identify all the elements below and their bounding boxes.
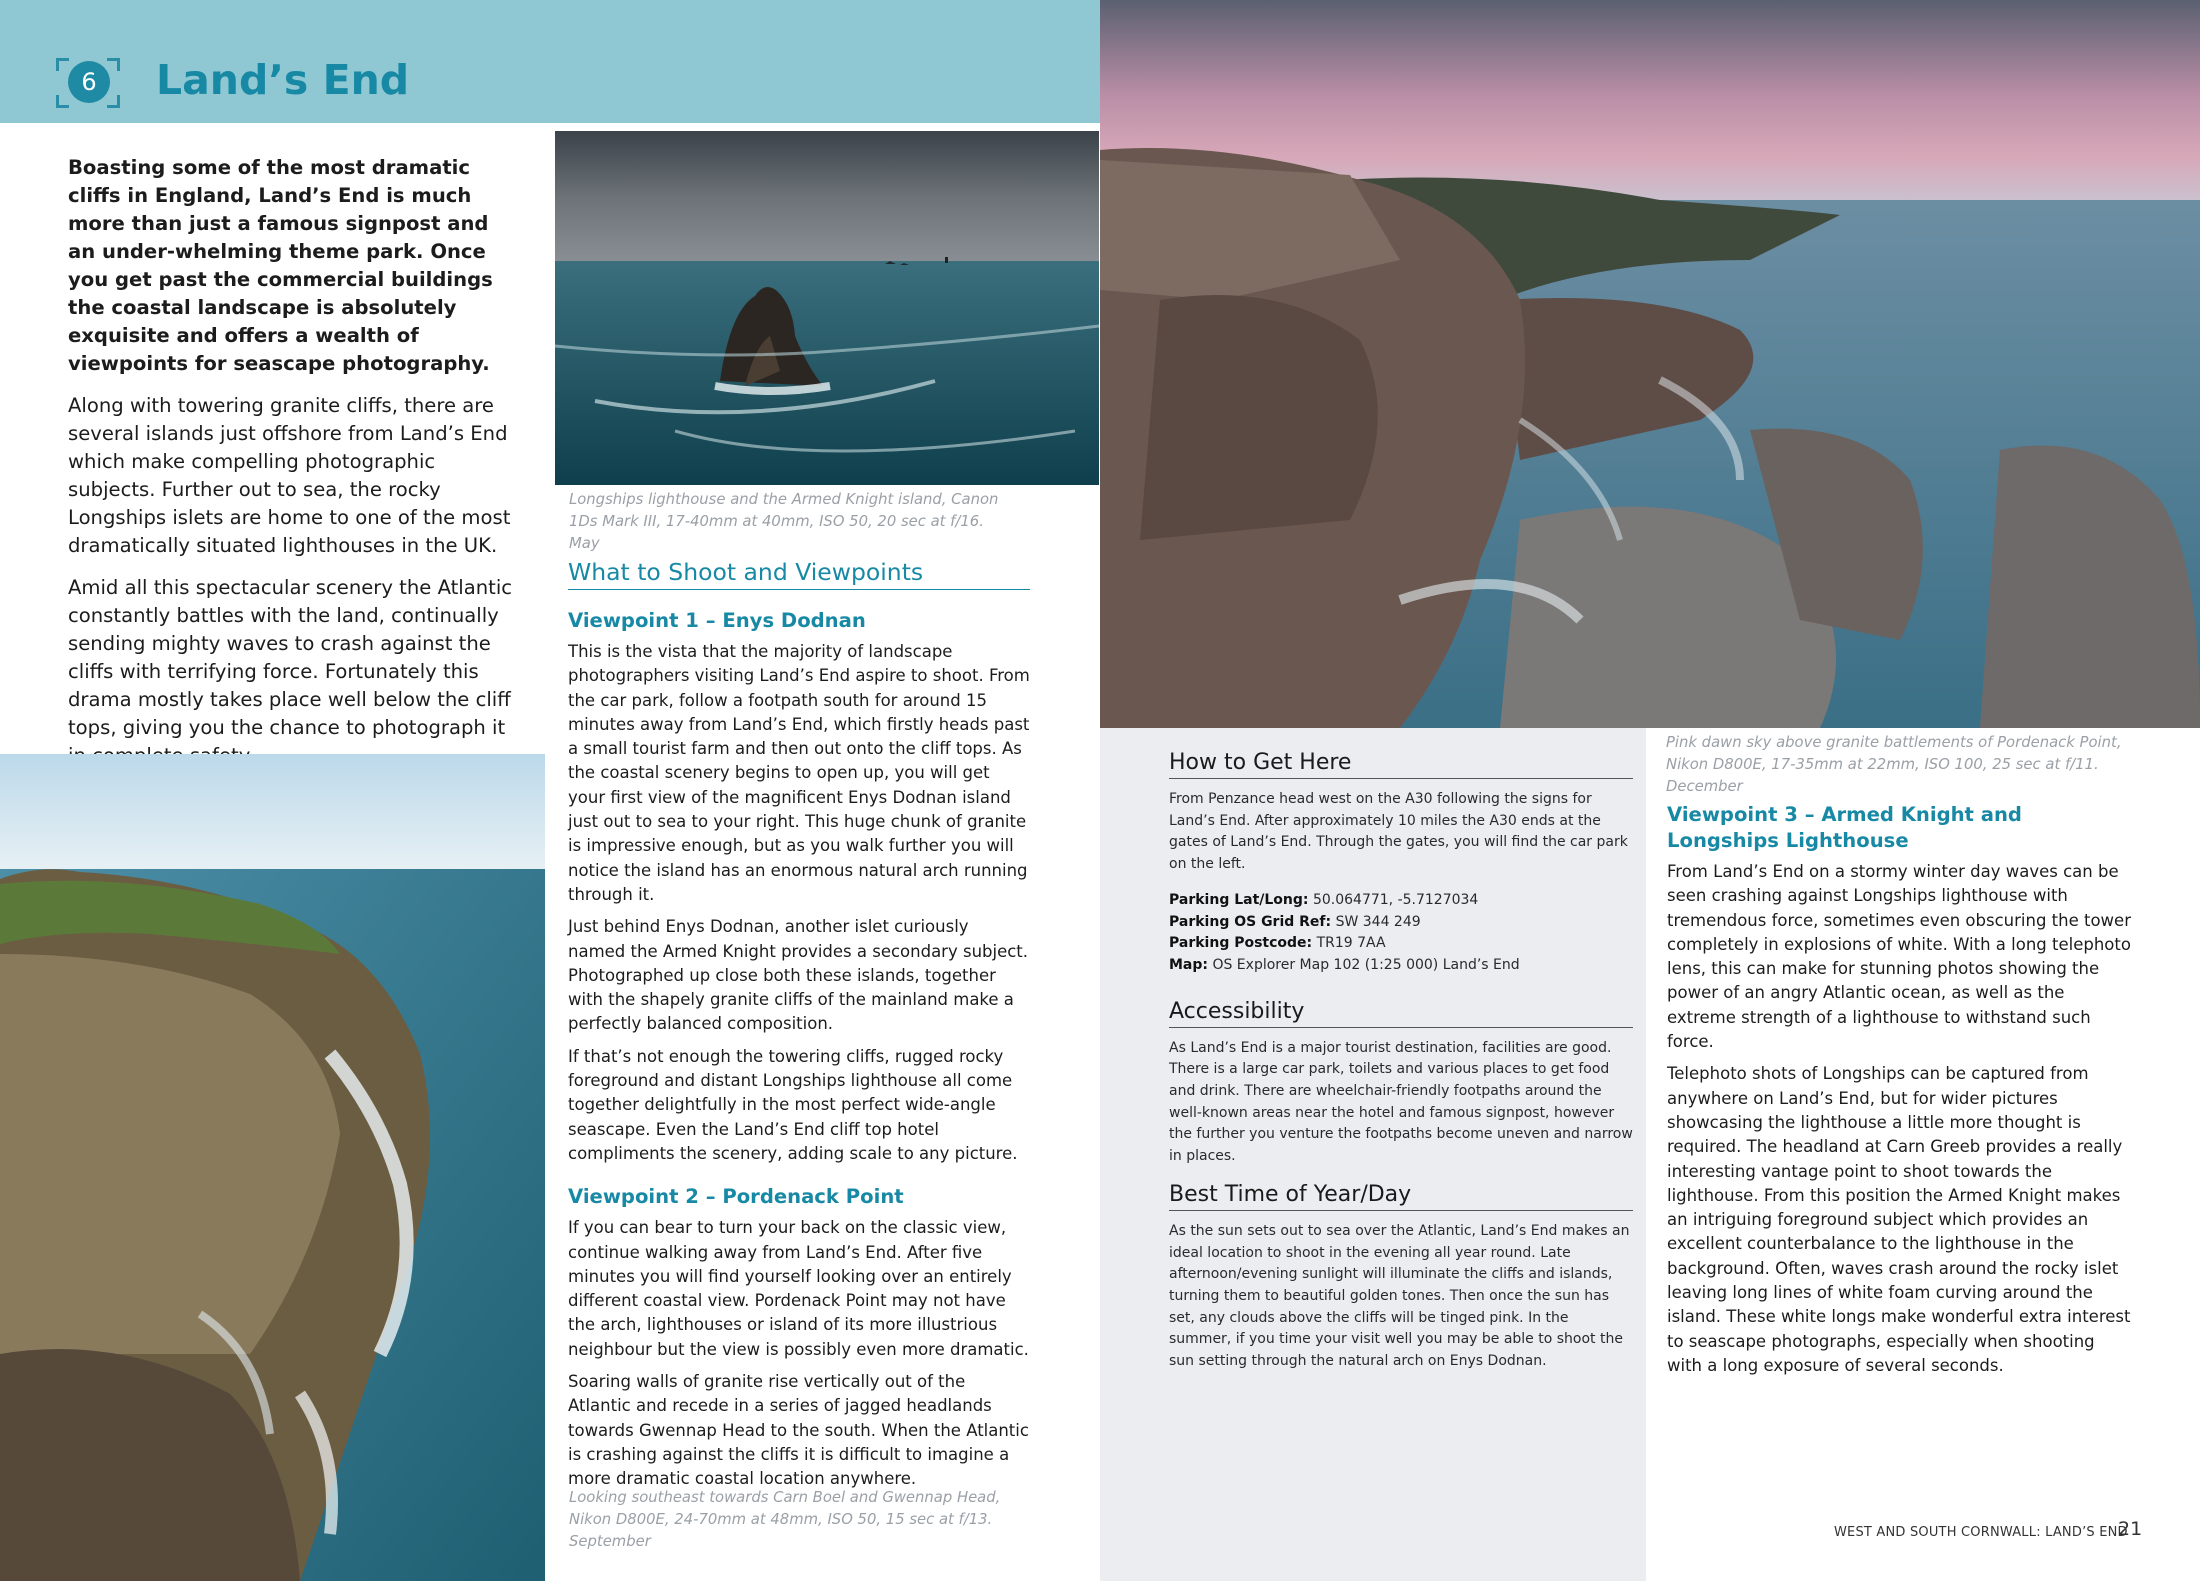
parking-latlong-row: Parking Lat/Long: 50.064771, -5.7127034 — [1169, 891, 1479, 908]
best-time-text: As the sun sets out to sea over the Atlantic, Land’s End makes an ideal location to shoot in the evening all year round. Late afternoon/evening sunlight will illuminate the cliffs and islands, turning them to beautiful golden tones. Then once the sun has set, any clouds above the cliffs will be tinged pink. In the summer, if you time your visit well you may be able to shoot the sun setting through the natural arch on Enys Dodnan. — [1169, 1222, 1630, 1370]
photo-caption: Pink dawn sky above granite battlements of Pordenack Point, Nikon D800E, 17-35mm at 22mm, ISO 100, 25 sec at f/11. December — [1666, 734, 2122, 795]
viewpoint-1-heading: Viewpoint 1 – Enys Dodnan — [568, 609, 866, 632]
photo-carn-boel — [0, 754, 545, 1581]
viewpoint-3-paragraph: From Land’s End on a stormy winter day waves can be seen crashing against Longships lighthouse with tremendous force, sometimes even obscuring the tower completely in explosions of white. With a long telephoto lens, this can make for stunning photos showing the power of an angry Atlantic ocean, as well as the extreme strength of a lighthouse to withstand such force. — [1667, 862, 2131, 1052]
photo-caption: Looking southeast towards Carn Boel and Gwennap Head, Nikon D800E, 24-70mm at 48mm, ISO 50, 15 sec at f/13. September — [569, 1489, 1001, 1550]
section-heading: What to Shoot and Viewpoints — [568, 558, 1030, 590]
viewpoint-2-heading: Viewpoint 2 – Pordenack Point — [568, 1185, 904, 1209]
page-title: Land’s End — [156, 56, 410, 104]
how-to-get-here-text: From Penzance head west on the A30 following the signs for Land’s End. After approximately 10 miles the A30 ends at the gates of Land’s End. Through the gates, you will find the car park on the left. — [1169, 791, 1628, 873]
viewpoint-3-heading: Viewpoint 3 – Armed Knight and Longships Lighthouse — [1667, 803, 2022, 852]
right-column — [1667, 802, 2133, 1386]
info-column — [1169, 750, 1633, 1387]
viewpoint-1-paragraph: Just behind Enys Dodnan, another islet curiously named the Armed Knight provides a secondary subject. Photographed up close both these islands, together with the shapely granite cliffs of the mainland make a perfectly balanced composition. — [568, 917, 1029, 1034]
how-to-get-here-heading: How to Get Here — [1169, 750, 1633, 779]
intro-text — [68, 154, 518, 784]
middle-column — [568, 608, 1030, 1500]
intro-lead: Boasting some of the most dramatic cliffs in England, Land’s End is much more than just a famous signpost and an under-whelming theme park. Once you get past the commercial buildings the coastal landscape is absolutely exquisite and offers a wealth of viewpoints for seascape photography. — [68, 156, 493, 375]
viewpoint-1-paragraph: If that’s not enough the towering cliffs, rugged rocky foreground and distant Longships lighthouse all come together delightfully in the most perfect wide-angle seascape. Even the Land’s End cliff top hotel compliments the scenery, adding scale to any picture. — [568, 1046, 1018, 1163]
parking-grid-ref-row: Parking OS Grid Ref: SW 344 249 — [1169, 913, 1421, 930]
parking-postcode-row: Parking Postcode: TR19 7AA — [1169, 935, 1386, 952]
intro-paragraph: Along with towering granite cliffs, there are several islands just offshore from Land’s End which make compelling photographic subjects. Further out to sea, the rocky Longships islets are home to one of the most dramatically situated lighthouses in the UK. — [68, 394, 511, 557]
viewpoint-2-paragraph: Soaring walls of granite rise vertically out of the Atlantic and recede in a series of jagged headlands towards Gwennap Head to the south. When the Atlantic is crashing against the cliffs it is difficult to imagine a more dramatic coastal location anywhere. — [568, 1372, 1029, 1489]
photo-pordenack-point — [1100, 0, 2200, 728]
map-row: Map: OS Explorer Map 102 (1:25 000) Land’s End — [1169, 956, 1520, 973]
chapter-badge — [56, 58, 120, 108]
accessibility-heading: Accessibility — [1169, 999, 1633, 1028]
chapter-number: 6 — [68, 61, 110, 103]
photo-caption: Longships lighthouse and the Armed Knight island, Canon 1Ds Mark III, 17-40mm at 40mm, ISO 50, 20 sec at f/16. May — [569, 491, 999, 552]
viewpoint-3-paragraph: Telephoto shots of Longships can be captured from anywhere on Land’s End, but for wider pictures showcasing the lighthouse a little more thought is required. The headland at Carn Greeb provides a really interesting vantage point to shoot towards the lighthouse. From this position the Armed Knight makes an intriguing foreground subject which provides an excellent counterbalance to the lighthouse in the background. Often, waves crash around the rocky islet leaving long lines of white foam curving around the island. These white longs make wonderful extra interest to seascape photographs, especially when shooting with a long exposure of several seconds. — [1667, 1064, 2131, 1375]
intro-paragraph: Amid all this spectacular scenery the Atlantic constantly battles with the land, continually sending mighty waves to crash against the cliffs with terrifying force. Fortunately this drama mostly takes place well below the cliff tops, giving you the chance to photograph it — [68, 576, 513, 739]
best-time-heading: Best Time of Year/Day — [1169, 1182, 1633, 1211]
viewpoint-2-paragraph: If you can bear to turn your back on the classic view, continue walking away from Land’s End. After five minutes you will find yourself looking over an entirely different coastal view. Pordenack Point may not have the arch, lighthouses or island of its more illustrious neighbour but the view is possibly even more dramatic. — [568, 1218, 1029, 1359]
viewpoint-1-paragraph: This is the vista that the majority of landscape photographers visiting Land’s End aspire to shoot. From the car park, follow a footpath south for around 15 minutes away from Land’s End, which firstly heads past a small tourist farm and then out onto the cliff tops. As the coastal scenery begins to open up, you will get your first view of the magnificent Enys Dodnan island just out to sea to your right. This huge chunk of granite is impressive enough, but as you walk further you will notice the island has an enormous natural arch running through it. — [568, 642, 1030, 904]
photo-armed-knight — [555, 131, 1099, 485]
accessibility-text: As Land’s End is a major tourist destination, facilities are good. There is a large car park, toilets and various places to get food and drink. There are wheelchair-friendly footpaths around the well-known areas near the hotel and famous signpost, however the further you venture the footpaths become uneven and narrow in places. — [1169, 1039, 1633, 1165]
running-footer: WEST AND SOUTH CORNWALL: LAND’S END — [1834, 1525, 2128, 1540]
page-number: 21 — [2118, 1518, 2143, 1540]
